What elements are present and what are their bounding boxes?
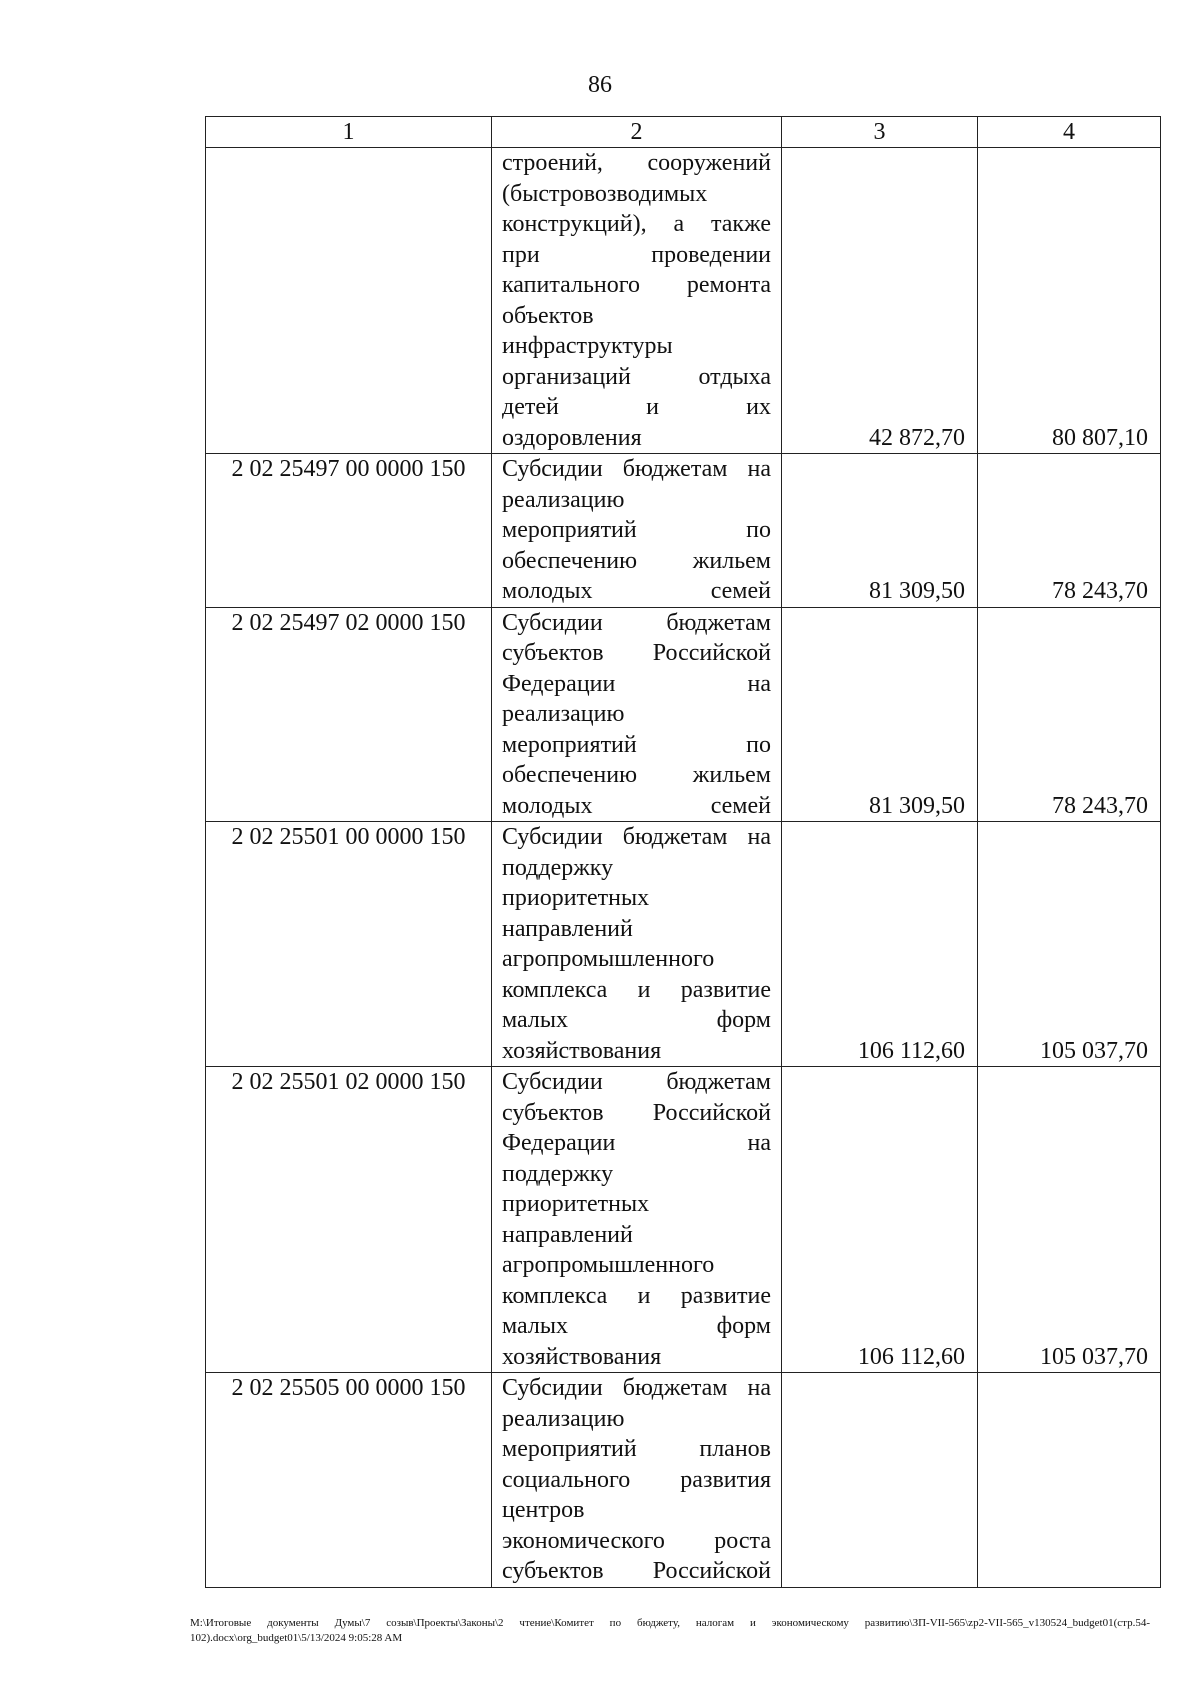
- income-name-line: приоритетных: [502, 885, 650, 911]
- amount-col3-cell: 81 309,50: [782, 454, 978, 608]
- income-name-cell: [492, 454, 782, 608]
- column-header-2: 2: [492, 117, 782, 148]
- budget-code-cell: [206, 148, 492, 454]
- table-row: [206, 822, 1161, 1067]
- income-name-line: субъектов Российской: [502, 1099, 771, 1126]
- income-name-line: Субсидии бюджетам: [502, 1069, 771, 1095]
- table-header-row: [206, 117, 1161, 148]
- amount-col4-cell: 78 243,70: [978, 454, 1161, 608]
- page-number: 86: [588, 72, 612, 98]
- column-header-3: 3: [782, 117, 978, 148]
- amount-col3-cell: 106 112,60: [782, 822, 978, 1067]
- income-name-line: направлений: [502, 915, 633, 942]
- table-row: [206, 1067, 1161, 1373]
- income-name-line: хозяйствования: [502, 1037, 662, 1064]
- income-name-cell: [492, 822, 782, 1067]
- income-name-line: комплекса и развитие: [502, 976, 771, 1003]
- income-name-line: малых форм: [502, 1313, 771, 1339]
- amount-col4-cell: 105 037,70: [978, 822, 1161, 1067]
- income-name-line: мероприятий планов: [502, 1436, 771, 1462]
- income-name-line: приоритетных: [502, 1191, 650, 1217]
- table-row: [206, 1373, 1161, 1588]
- column-header-1: 1: [206, 117, 492, 148]
- income-name-line: объектов: [502, 302, 594, 329]
- income-name-line: субъектов Российской: [502, 1558, 771, 1584]
- income-name-line: реализацию: [502, 486, 625, 513]
- income-name-line: реализацию: [502, 1405, 625, 1432]
- income-name-line: направлений: [502, 1221, 633, 1248]
- income-name-line: центров: [502, 1497, 585, 1523]
- income-name-line: при проведении: [502, 241, 771, 268]
- income-name-cell: [492, 1067, 782, 1373]
- table-row: [206, 607, 1161, 822]
- income-name-cell: [492, 607, 782, 822]
- amount-col4-cell: 80 807,10: [978, 148, 1161, 454]
- income-name-line: (быстровозводимых: [502, 180, 708, 207]
- column-header-4: 4: [978, 117, 1161, 148]
- income-name-line: комплекса и развитие: [502, 1282, 771, 1309]
- income-name-line: Субсидии бюджетам на: [502, 824, 771, 850]
- budget-code-cell: 2 02 25505 00 0000 150: [206, 1373, 492, 1588]
- budget-code-cell: 2 02 25501 02 0000 150: [206, 1067, 492, 1373]
- income-name-line: экономического роста: [502, 1527, 771, 1554]
- income-name-line: оздоровления: [502, 424, 642, 451]
- income-name-line: обеспечению жильем: [502, 547, 771, 574]
- income-name-line: строений, сооружений: [502, 150, 771, 176]
- income-name-line: Субсидии бюджетам на: [502, 1375, 771, 1401]
- income-name-line: молодых семей: [502, 578, 771, 604]
- income-name-line: агропромышленного: [502, 1252, 715, 1278]
- income-name-line: Федерации на: [502, 1130, 771, 1156]
- amount-col4-cell: 105 037,70: [978, 1067, 1161, 1373]
- document-footer-path: M:\Итоговые документы Думы\7 созыв\Проекты\Законы\2 чтение\Комитет по бюджету, налогам и экономическому развитию\ЗП-VII-565\zp2-VII-565_v130524_budget01(стр.54-102).docx\org_budget01\5/13/2024 9:05:28 AM: [190, 1617, 1150, 1644]
- table-row: [206, 148, 1161, 454]
- income-name-line: агропромышленного: [502, 946, 715, 972]
- budget-code-cell: 2 02 25501 00 0000 150: [206, 822, 492, 1067]
- budget-table: [205, 116, 1161, 1588]
- income-name-line: капитального ремонта: [502, 272, 771, 298]
- income-name-line: реализацию: [502, 701, 625, 727]
- income-name-line: конструкций), а также: [502, 211, 771, 237]
- income-name-line: хозяйствования: [502, 1343, 662, 1370]
- income-name-line: малых форм: [502, 1007, 771, 1033]
- income-name-cell: [492, 148, 782, 454]
- amount-col3-cell: 81 309,50: [782, 607, 978, 822]
- income-name-line: Федерации на: [502, 670, 771, 697]
- table-row: [206, 454, 1161, 608]
- amount-col3-cell: 42 872,70: [782, 148, 978, 454]
- income-name-line: поддержку: [502, 1160, 614, 1187]
- income-name-line: поддержку: [502, 854, 614, 881]
- income-name-line: социального развития: [502, 1466, 771, 1493]
- budget-code-cell: 2 02 25497 00 0000 150: [206, 454, 492, 608]
- income-name-line: мероприятий по: [502, 517, 771, 543]
- income-name-line: инфраструктуры: [502, 333, 673, 359]
- amount-col4-cell: [978, 1373, 1161, 1588]
- income-name-line: Субсидии бюджетам на: [502, 456, 771, 482]
- table-body: [206, 148, 1161, 1588]
- income-name-line: детей и их: [502, 394, 771, 420]
- income-name-line: молодых семей: [502, 792, 771, 819]
- amount-col4-cell: 78 243,70: [978, 607, 1161, 822]
- income-name-cell: [492, 1373, 782, 1588]
- amount-col3-cell: 106 112,60: [782, 1067, 978, 1373]
- income-name-line: субъектов Российской: [502, 640, 771, 666]
- income-name-line: Субсидии бюджетам: [502, 609, 771, 636]
- amount-col3-cell: [782, 1373, 978, 1588]
- income-name-line: организаций отдыха: [502, 363, 771, 390]
- income-name-line: обеспечению жильем: [502, 762, 771, 788]
- budget-code-cell: 2 02 25497 02 0000 150: [206, 607, 492, 822]
- income-name-line: мероприятий по: [502, 731, 771, 758]
